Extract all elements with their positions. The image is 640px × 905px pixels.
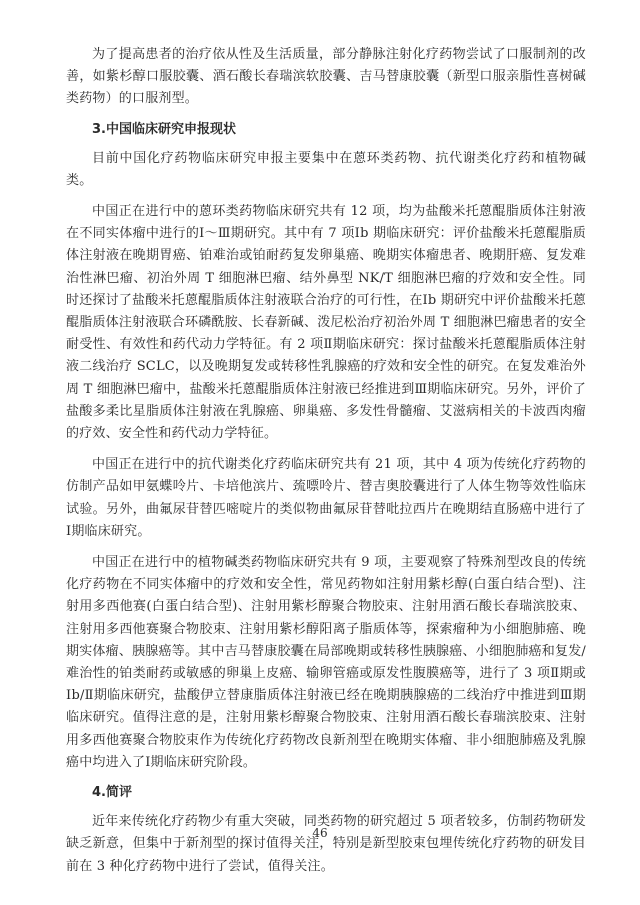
paragraph-antimetabolites: 中国正在进行中的抗代谢类化疗药临床研究共有 21 项，其中 4 项为传统化疗药物的仿制产品如甲氨蝶呤片、卡培他滨片、巯嘌呤片、替吉奥胶囊进行了人体生物等效性临床试验。另外，曲氟尿苷替匹嘧啶片的类似物曲氟尿苷替吡拉西片在晚期结直肠癌中进行了Ⅰ期临床研究。 xyxy=(66,457,586,539)
page-number: 46 xyxy=(312,826,328,840)
paragraph-overview: 目前中国化疗药物临床研究申报主要集中在蒽环类药物、抗代谢类化疗药和植物碱类。 xyxy=(66,150,586,188)
paragraph-oral-formulations: 为了提高患者的治疗依从性及生活质量，部分静脉注射化疗药物尝试了口服制剂的改善，如紫杉醇口服胶囊、酒石酸长春瑞滨软胶囊、吉马替康胶囊（新型口服亲脂性喜树碱类药物）的口服剂型。 xyxy=(66,47,586,107)
paragraph-plant-alkaloids: 中国正在进行中的植物碱类药物临床研究共有 9 项，主要观察了特殊剂型改良的传统化疗药物在不同实体瘤中的疗效和安全性，常见药物如注射用紫杉醇(白蛋白结合型)、注射用多西他赛(白蛋白结合型)、注射用紫杉醇聚合物胶束、注射用酒石酸长春瑞滨胶束、注射用多西他赛聚合物胶束、注射用紫杉醇阳离子脂质体等，探索瘤种为小细胞肺癌、晚期实体瘤、胰腺癌等。其中吉马替康胶囊在局部晚期或转移性胰腺癌、小细胞肺癌和复发/难治性的铂类耐药或敏感的卵巢上皮癌、输卵管癌或原发性腹膜癌等，进行了 3 项Ⅱ期或Ⅰb/Ⅱ期临床研究，盐酸伊立替康脂质体注射液已经在晚期胰腺癌的二线治疗中推进到Ⅲ期临床研究。值得注意的是，注射用紫杉醇聚合物胶束、注射用酒石酸长春瑞滨胶束、注射用多西他赛聚合物胶束作为传统化疗药物改良新剂型在晚期实体瘤、非小细胞肺癌及乳腺癌中均进入了Ⅰ期临床研究阶段。 xyxy=(66,555,586,770)
section-heading-clinical-status: 3.中国临床研究申报现状 xyxy=(92,121,236,137)
paragraph-anthracyclines: 中国正在进行中的蒽环类药物临床研究共有 12 项，均为盐酸米托蒽醌脂质体注射液在不同实体瘤中进行的Ⅰ～Ⅲ期研究。其中有 7 项Ⅰb 期临床研究：评价盐酸米托蒽醌脂质体注射液在晚期胃癌、铂难治或铂耐药复发卵巢癌、晚期实体瘤患者、晚期肝癌、复发难治性淋巴瘤、初治外周 T 细胞淋巴瘤、结外鼻型 NK/T 细胞淋巴瘤的疗效和安全性。同时还探讨了盐酸米托蒽醌脂质体注射液联合治疗的可行性，在Ⅰb 期研究中评价盐酸米托蒽醌脂质体注射液联合环磷酰胺、长春新碱、泼尼松治疗初治外周 T 细胞淋巴瘤患者的安全耐受性、有效性和药代动力学特征。有 2 项Ⅱ期临床研究：探讨盐酸米托蒽醌脂质体注射液二线治疗 SCLC，以及晚期复发或转移性乳腺癌的疗效和安全性的研究。在复发难治外周 T 细胞淋巴瘤中，盐酸米托蒽醌脂质体注射液已经推进到Ⅲ期临床研究。另外，评价了盐酸多柔比星脂质体注射液在乳腺癌、卵巢癌、多发性骨髓瘤、艾滋病相关的卡波西肉瘤的疗效、安全性和药代动力学特征。 xyxy=(66,204,586,442)
section-heading-brief-review: 4.简评 xyxy=(92,785,132,801)
paragraph-brief-review: 近年来传统化疗药物少有重大突破，同类药物的研究超过 5 项者较多，仿制药物研发缺乏新意，但集中于新剂型的探讨值得关注，特别是新型胶束包埋传统化疗药物的研发目前在 3 种化疗药物中进行了尝试，值得关注。 xyxy=(66,814,586,874)
